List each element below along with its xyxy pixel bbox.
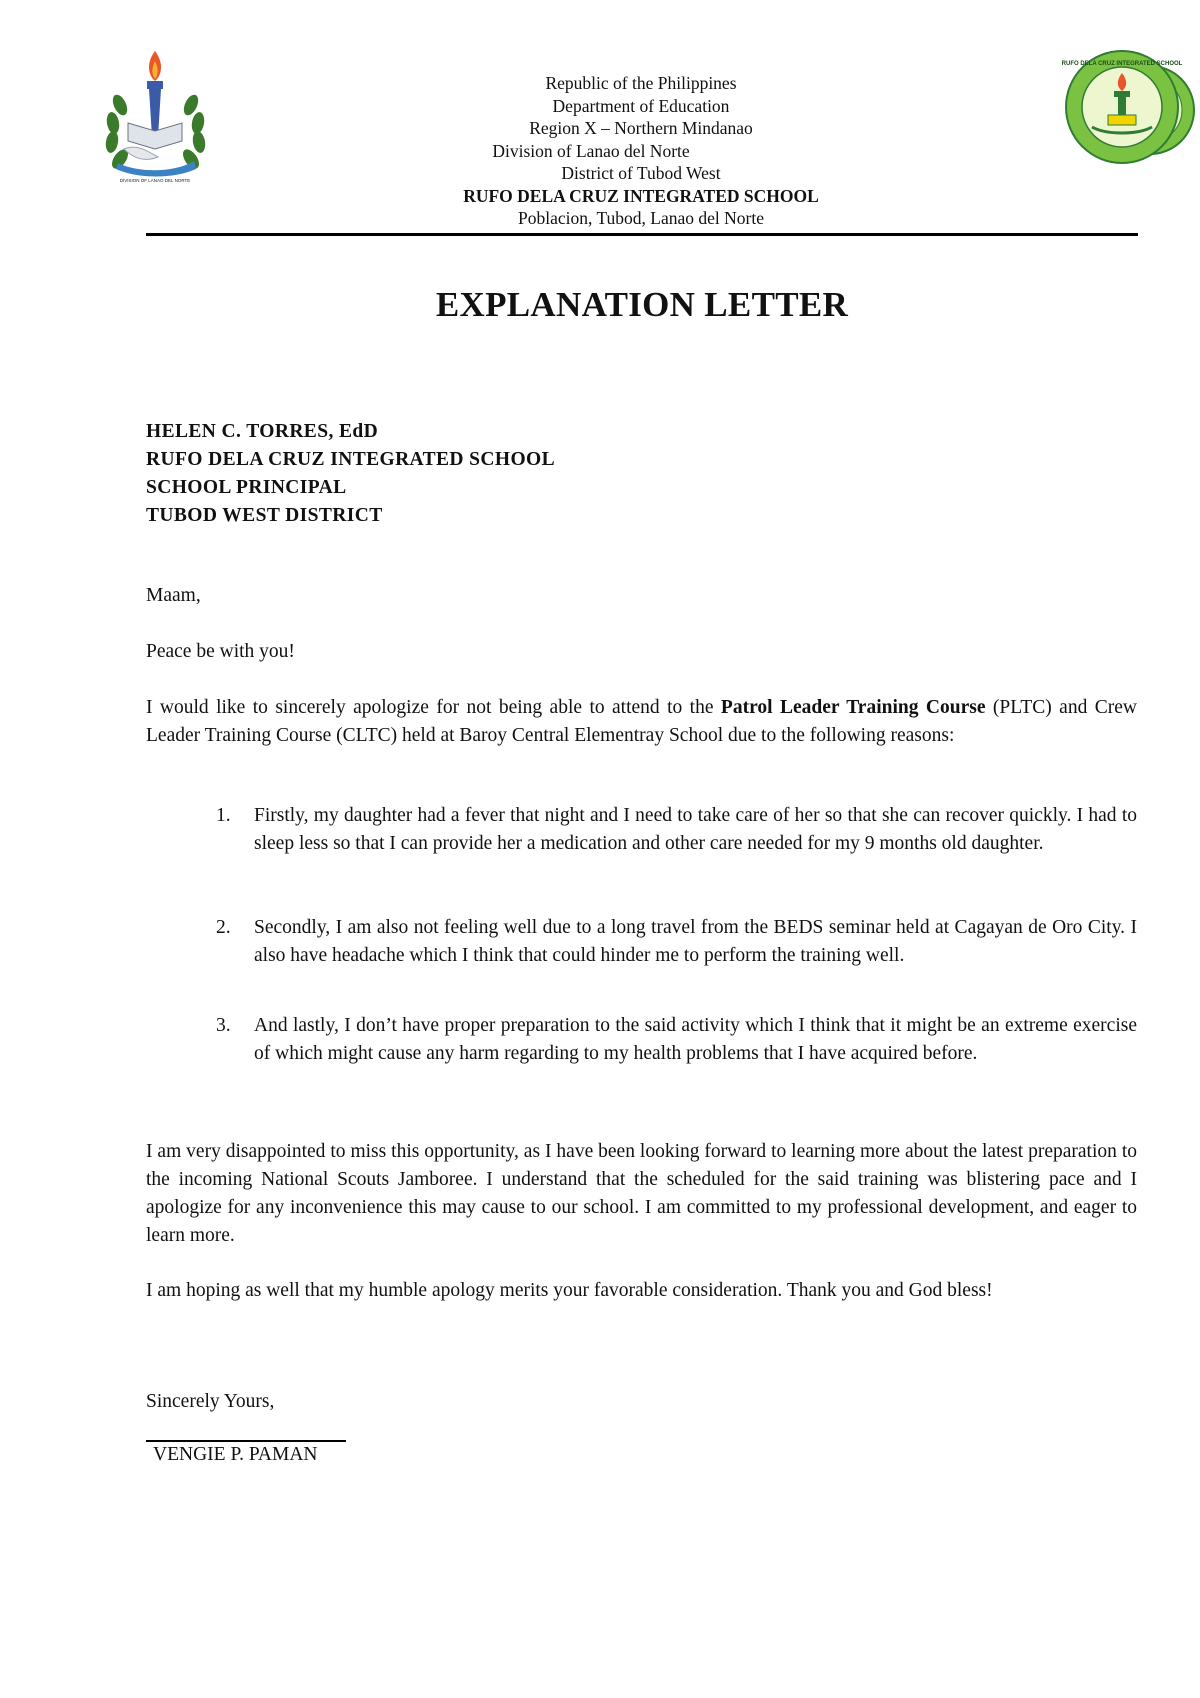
greeting: Peace be with you! [146,641,295,662]
list-item-text: Secondly, I am also not feeling well due to a long travel from the BEDS seminar held at Cagayan de Oro City. I also have headache which I think that could hinder me to perform the training well. [254,917,1137,966]
list-item-text: And lastly, I don’t have proper preparation to the said activity which I think that it might be an extreme exercise of which might cause any harm regarding to my health problems that I have acquired before. [254,1015,1137,1064]
signer-name: VENGIE P. PAMAN [153,1444,318,1465]
list-item-number: 2. [216,917,231,938]
school-seal-text: RUFO DELA CRUZ INTEGRATED SCHOOL [1061,61,1183,67]
division-seal-text: DIVISION OF LANAO DEL NORTE [119,178,191,183]
intro-text-before: I would like to sincerely apologize for not being able to attend to the [146,697,721,718]
intro-course-name: Patrol Leader Training Course [720,697,986,718]
intro-paragraph [146,694,1137,750]
signature-line [146,1440,346,1442]
addressee-block [146,418,555,530]
addressee-school: RUFO DELA CRUZ INTEGRATED SCHOOL [146,449,555,470]
letter-title: EXPLANATION LETTER [435,285,849,324]
intro-text-after: (PLTC) and Crew Leader Training Course (CLTC) held at Baroy Central Elementray School due to the following reasons: [146,697,1137,746]
header-division: Division of Lanao del Norte [492,140,690,161]
header-school-name: RUFO DELA CRUZ INTEGRATED SCHOOL [463,185,819,206]
list-item-text: Firstly, my daughter had a fever that night and I need to take care of her so that she can recover quickly. I had to sleep less so that I can provide her a medication and other care needed for my 9 months old daughter. [254,805,1137,854]
header-address: Poblacion, Tubod, Lanao del Norte [518,208,764,228]
closing-paragraph-1: I am very disappointed to miss this opportunity, as I have been looking forward to learning more about the latest preparation to the incoming National Scouts Jamboree. I understand that the scheduled for the said training was blistering pace and I apologize for any inconvenience this may cause to our school. I am committed to my professional development, and eager to learn more. [146,1141,1137,1246]
addressee-district: TUBOD WEST DISTRICT [146,505,383,526]
addressee-position: SCHOOL PRINCIPAL [146,477,347,498]
header-department: Department of Education [552,95,730,116]
valediction: Sincerely Yours, [146,1391,275,1412]
list-item-number: 3. [216,1015,231,1036]
header-divider [146,233,1138,236]
header-district: District of Tubod West [561,163,721,183]
closing-paragraph-2: I am hoping as well that my humble apology merits your favorable consideration. Thank you and God bless! [146,1280,993,1301]
header-republic: Republic of the Philippines [545,73,737,93]
salutation: Maam, [146,585,201,606]
letterhead [146,72,1136,230]
list-item-number: 1. [216,805,231,826]
addressee-name: HELEN C. TORRES, EdD [146,421,379,442]
header-region: Region X – Northern Mindanao [529,118,753,138]
